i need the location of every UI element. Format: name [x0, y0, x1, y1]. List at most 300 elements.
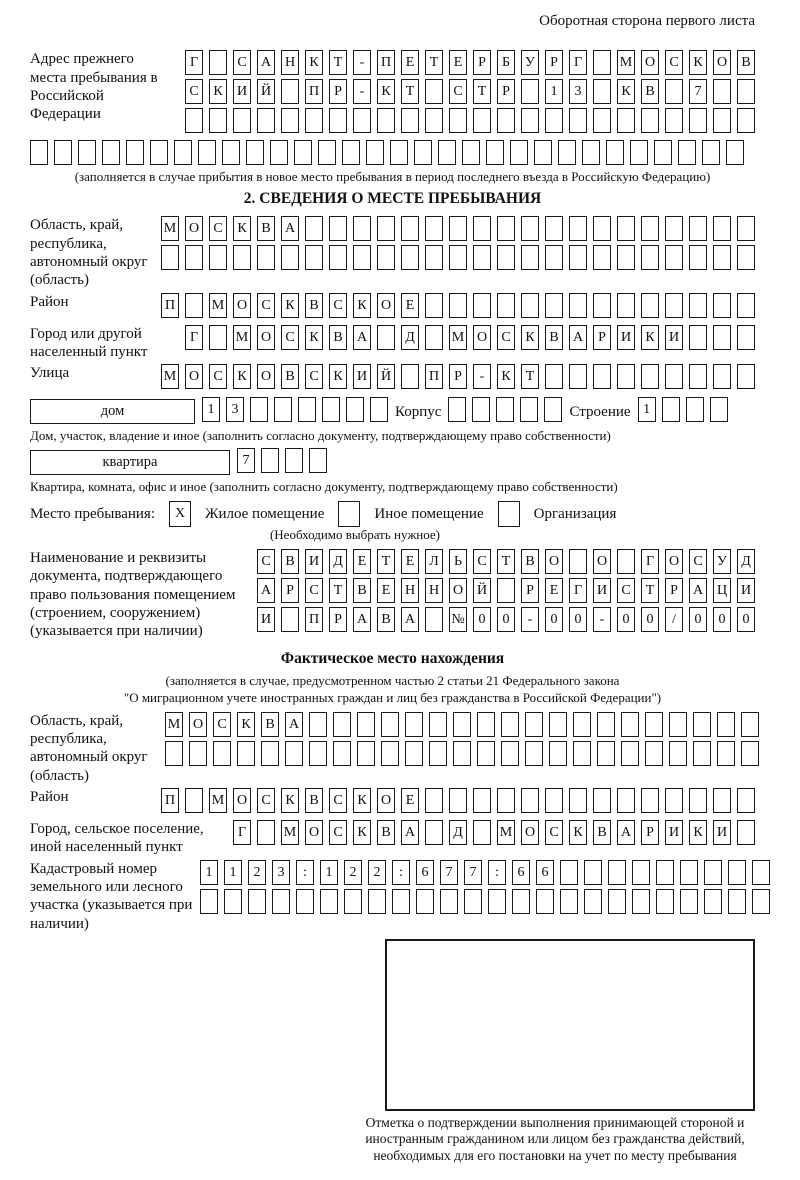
char-cell[interactable]: С — [473, 549, 491, 574]
char-cell[interactable]: П — [305, 607, 323, 632]
char-cell[interactable] — [274, 397, 292, 422]
stay-type-checkbox-other[interactable] — [338, 501, 360, 527]
char-cell[interactable] — [165, 741, 183, 766]
char-cell[interactable]: И — [617, 325, 635, 350]
char-cell[interactable]: У — [521, 50, 539, 75]
char-cell[interactable] — [401, 108, 419, 133]
char-cell[interactable] — [704, 889, 722, 914]
char-cell[interactable]: Т — [473, 79, 491, 104]
char-cell[interactable] — [641, 364, 659, 389]
char-cell[interactable] — [78, 140, 96, 165]
char-cell[interactable]: Е — [401, 50, 419, 75]
char-cell[interactable] — [737, 325, 755, 350]
char-cell[interactable] — [669, 712, 687, 737]
char-cell[interactable] — [257, 245, 275, 270]
char-cell[interactable] — [669, 741, 687, 766]
char-cell[interactable]: А — [401, 607, 419, 632]
char-cell[interactable] — [713, 293, 731, 318]
char-cell[interactable] — [569, 788, 587, 813]
char-cell[interactable]: С — [209, 364, 227, 389]
char-cell[interactable] — [545, 293, 563, 318]
char-cell[interactable] — [656, 860, 674, 885]
char-cell[interactable]: 6 — [416, 860, 434, 885]
char-cell[interactable]: О — [593, 549, 611, 574]
char-cell[interactable] — [521, 216, 539, 241]
char-cell[interactable] — [185, 245, 203, 270]
char-cell[interactable] — [381, 712, 399, 737]
char-cell[interactable] — [405, 712, 423, 737]
char-cell[interactable] — [573, 712, 591, 737]
char-cell[interactable]: Р — [665, 578, 683, 603]
char-cell[interactable] — [477, 741, 495, 766]
char-cell[interactable]: 2 — [248, 860, 266, 885]
char-cell[interactable]: О — [305, 820, 323, 845]
char-cell[interactable]: М — [161, 364, 179, 389]
char-cell[interactable]: В — [377, 820, 395, 845]
char-cell[interactable]: : — [488, 860, 506, 885]
char-cell[interactable] — [497, 788, 515, 813]
char-cell[interactable] — [248, 889, 266, 914]
char-cell[interactable]: С — [329, 293, 347, 318]
char-cell[interactable]: К — [569, 820, 587, 845]
char-cell[interactable]: 0 — [569, 607, 587, 632]
char-cell[interactable] — [496, 397, 514, 422]
char-cell[interactable]: А — [285, 712, 303, 737]
char-cell[interactable] — [473, 293, 491, 318]
char-cell[interactable]: Р — [281, 578, 299, 603]
char-cell[interactable]: К — [617, 79, 635, 104]
char-cell[interactable]: Е — [401, 549, 419, 574]
char-cell[interactable]: Р — [521, 578, 539, 603]
char-cell[interactable] — [617, 364, 635, 389]
char-cell[interactable]: М — [165, 712, 183, 737]
char-cell[interactable]: М — [161, 216, 179, 241]
char-cell[interactable]: К — [521, 325, 539, 350]
char-cell[interactable] — [453, 741, 471, 766]
char-cell[interactable]: С — [449, 79, 467, 104]
char-cell[interactable]: Т — [377, 549, 395, 574]
char-cell[interactable] — [641, 293, 659, 318]
char-cell[interactable] — [641, 108, 659, 133]
char-cell[interactable]: Т — [329, 578, 347, 603]
char-cell[interactable] — [298, 397, 316, 422]
char-cell[interactable] — [641, 245, 659, 270]
char-cell[interactable]: 6 — [536, 860, 554, 885]
char-cell[interactable] — [329, 216, 347, 241]
char-cell[interactable] — [632, 889, 650, 914]
char-cell[interactable] — [366, 140, 384, 165]
char-cell[interactable] — [462, 140, 480, 165]
char-cell[interactable]: А — [617, 820, 635, 845]
char-cell[interactable]: А — [353, 325, 371, 350]
char-cell[interactable] — [161, 245, 179, 270]
char-cell[interactable] — [309, 741, 327, 766]
char-cell[interactable]: О — [233, 788, 251, 813]
char-cell[interactable] — [281, 607, 299, 632]
char-cell[interactable]: И — [593, 578, 611, 603]
char-cell[interactable]: И — [713, 820, 731, 845]
char-cell[interactable] — [512, 889, 530, 914]
char-cell[interactable]: О — [233, 293, 251, 318]
char-cell[interactable]: № — [449, 607, 467, 632]
char-cell[interactable] — [665, 245, 683, 270]
char-cell[interactable] — [453, 712, 471, 737]
char-cell[interactable] — [510, 140, 528, 165]
char-cell[interactable] — [641, 216, 659, 241]
char-cell[interactable] — [377, 325, 395, 350]
char-cell[interactable] — [497, 578, 515, 603]
char-cell[interactable] — [237, 741, 255, 766]
char-cell[interactable] — [737, 79, 755, 104]
char-cell[interactable]: Д — [401, 325, 419, 350]
char-cell[interactable] — [645, 741, 663, 766]
char-cell[interactable]: Е — [401, 788, 419, 813]
char-cell[interactable]: В — [329, 325, 347, 350]
char-cell[interactable] — [353, 245, 371, 270]
char-cell[interactable]: С — [281, 325, 299, 350]
char-cell[interactable]: Г — [569, 578, 587, 603]
char-cell[interactable]: Ц — [713, 578, 731, 603]
char-cell[interactable] — [737, 245, 755, 270]
char-cell[interactable]: П — [161, 293, 179, 318]
char-cell[interactable]: Н — [425, 578, 443, 603]
char-cell[interactable]: 0 — [689, 607, 707, 632]
char-cell[interactable] — [689, 364, 707, 389]
char-cell[interactable] — [521, 79, 539, 104]
char-cell[interactable] — [630, 140, 648, 165]
char-cell[interactable] — [549, 712, 567, 737]
char-cell[interactable] — [662, 397, 680, 422]
char-cell[interactable]: К — [377, 79, 395, 104]
char-cell[interactable] — [281, 108, 299, 133]
char-cell[interactable]: Н — [281, 50, 299, 75]
char-cell[interactable] — [713, 364, 731, 389]
char-cell[interactable]: - — [473, 364, 491, 389]
char-cell[interactable] — [597, 712, 615, 737]
char-cell[interactable]: К — [233, 364, 251, 389]
char-cell[interactable] — [569, 549, 587, 574]
char-cell[interactable]: 3 — [226, 397, 244, 422]
char-cell[interactable] — [209, 325, 227, 350]
char-cell[interactable] — [353, 108, 371, 133]
char-cell[interactable] — [737, 820, 755, 845]
char-cell[interactable] — [737, 108, 755, 133]
char-cell[interactable] — [617, 549, 635, 574]
char-cell[interactable] — [353, 216, 371, 241]
char-cell[interactable] — [281, 79, 299, 104]
char-cell[interactable] — [270, 140, 288, 165]
char-cell[interactable] — [728, 860, 746, 885]
char-cell[interactable] — [440, 889, 458, 914]
char-cell[interactable] — [425, 79, 443, 104]
char-cell[interactable] — [593, 364, 611, 389]
char-cell[interactable] — [381, 741, 399, 766]
char-cell[interactable] — [689, 293, 707, 318]
char-cell[interactable] — [477, 712, 495, 737]
char-cell[interactable]: В — [641, 79, 659, 104]
char-cell[interactable]: М — [209, 788, 227, 813]
char-cell[interactable]: Д — [737, 549, 755, 574]
char-cell[interactable]: С — [329, 788, 347, 813]
char-cell[interactable] — [737, 293, 755, 318]
char-cell[interactable] — [497, 108, 515, 133]
char-cell[interactable] — [693, 712, 711, 737]
char-cell[interactable]: И — [665, 820, 683, 845]
char-cell[interactable] — [425, 607, 443, 632]
char-cell[interactable]: К — [353, 788, 371, 813]
char-cell[interactable] — [569, 216, 587, 241]
char-cell[interactable]: У — [713, 549, 731, 574]
char-cell[interactable] — [501, 741, 519, 766]
char-cell[interactable] — [449, 293, 467, 318]
char-cell[interactable]: К — [497, 364, 515, 389]
char-cell[interactable]: Ь — [449, 549, 467, 574]
char-cell[interactable] — [569, 364, 587, 389]
char-cell[interactable]: 1 — [224, 860, 242, 885]
char-cell[interactable]: П — [305, 79, 323, 104]
char-cell[interactable] — [497, 245, 515, 270]
char-cell[interactable] — [488, 889, 506, 914]
char-cell[interactable]: С — [209, 216, 227, 241]
char-cell[interactable]: С — [185, 79, 203, 104]
char-cell[interactable]: В — [305, 293, 323, 318]
char-cell[interactable] — [665, 364, 683, 389]
char-cell[interactable]: М — [449, 325, 467, 350]
char-cell[interactable] — [449, 216, 467, 241]
char-cell[interactable] — [224, 889, 242, 914]
char-cell[interactable] — [473, 216, 491, 241]
char-cell[interactable]: Т — [641, 578, 659, 603]
char-cell[interactable]: 7 — [689, 79, 707, 104]
char-cell[interactable] — [632, 860, 650, 885]
char-cell[interactable]: К — [209, 79, 227, 104]
char-cell[interactable] — [665, 108, 683, 133]
char-cell[interactable]: М — [497, 820, 515, 845]
char-cell[interactable] — [608, 860, 626, 885]
char-cell[interactable] — [322, 397, 340, 422]
char-cell[interactable]: А — [689, 578, 707, 603]
char-cell[interactable]: П — [377, 50, 395, 75]
char-cell[interactable]: 0 — [545, 607, 563, 632]
stay-type-checkbox-organization[interactable] — [498, 501, 520, 527]
char-cell[interactable] — [209, 108, 227, 133]
char-cell[interactable]: Т — [425, 50, 443, 75]
char-cell[interactable] — [150, 140, 168, 165]
char-cell[interactable] — [357, 712, 375, 737]
char-cell[interactable]: Б — [497, 50, 515, 75]
char-cell[interactable] — [545, 245, 563, 270]
char-cell[interactable] — [584, 889, 602, 914]
char-cell[interactable] — [346, 397, 364, 422]
char-cell[interactable] — [689, 216, 707, 241]
char-cell[interactable]: М — [233, 325, 251, 350]
char-cell[interactable]: Г — [569, 50, 587, 75]
char-cell[interactable] — [713, 216, 731, 241]
char-cell[interactable]: Т — [497, 549, 515, 574]
char-cell[interactable] — [233, 108, 251, 133]
char-cell[interactable] — [621, 741, 639, 766]
char-cell[interactable]: С — [329, 820, 347, 845]
char-cell[interactable]: Е — [353, 549, 371, 574]
char-cell[interactable] — [654, 140, 672, 165]
char-cell[interactable] — [464, 889, 482, 914]
char-cell[interactable] — [329, 108, 347, 133]
char-cell[interactable] — [392, 889, 410, 914]
char-cell[interactable]: В — [281, 364, 299, 389]
char-cell[interactable] — [702, 140, 720, 165]
char-cell[interactable] — [425, 820, 443, 845]
char-cell[interactable]: 6 — [512, 860, 530, 885]
char-cell[interactable]: - — [521, 607, 539, 632]
char-cell[interactable]: Е — [377, 578, 395, 603]
char-cell[interactable] — [318, 140, 336, 165]
char-cell[interactable]: Н — [401, 578, 419, 603]
char-cell[interactable]: 2 — [344, 860, 362, 885]
char-cell[interactable]: Т — [521, 364, 539, 389]
char-cell[interactable] — [198, 140, 216, 165]
char-cell[interactable] — [294, 140, 312, 165]
char-cell[interactable]: О — [257, 364, 275, 389]
char-cell[interactable] — [449, 788, 467, 813]
char-cell[interactable]: М — [281, 820, 299, 845]
char-cell[interactable] — [678, 140, 696, 165]
char-cell[interactable] — [305, 216, 323, 241]
char-cell[interactable]: О — [521, 820, 539, 845]
char-cell[interactable]: / — [665, 607, 683, 632]
char-cell[interactable] — [545, 364, 563, 389]
char-cell[interactable] — [584, 860, 602, 885]
char-cell[interactable]: - — [353, 50, 371, 75]
char-cell[interactable] — [473, 820, 491, 845]
char-cell[interactable]: 0 — [737, 607, 755, 632]
char-cell[interactable] — [617, 293, 635, 318]
char-cell[interactable] — [174, 140, 192, 165]
char-cell[interactable] — [209, 50, 227, 75]
char-cell[interactable]: Г — [185, 50, 203, 75]
char-cell[interactable] — [521, 245, 539, 270]
char-cell[interactable] — [560, 860, 578, 885]
char-cell[interactable] — [246, 140, 264, 165]
stay-type-checkbox-residential[interactable]: X — [169, 501, 191, 527]
char-cell[interactable] — [497, 216, 515, 241]
char-cell[interactable]: Р — [545, 50, 563, 75]
char-cell[interactable]: В — [305, 788, 323, 813]
char-cell[interactable]: 2 — [368, 860, 386, 885]
char-cell[interactable] — [309, 448, 327, 473]
char-cell[interactable]: А — [353, 607, 371, 632]
char-cell[interactable] — [449, 245, 467, 270]
char-cell[interactable] — [425, 108, 443, 133]
char-cell[interactable]: И — [233, 79, 251, 104]
char-cell[interactable] — [261, 741, 279, 766]
char-cell[interactable]: Т — [401, 79, 419, 104]
char-cell[interactable] — [693, 741, 711, 766]
char-cell[interactable] — [717, 741, 735, 766]
char-cell[interactable] — [545, 216, 563, 241]
char-cell[interactable] — [737, 788, 755, 813]
char-cell[interactable] — [569, 245, 587, 270]
char-cell[interactable] — [665, 788, 683, 813]
char-cell[interactable]: О — [473, 325, 491, 350]
char-cell[interactable] — [621, 712, 639, 737]
char-cell[interactable] — [689, 788, 707, 813]
char-cell[interactable] — [185, 788, 203, 813]
char-cell[interactable] — [257, 820, 275, 845]
char-cell[interactable] — [521, 788, 539, 813]
char-cell[interactable] — [405, 741, 423, 766]
char-cell[interactable]: О — [257, 325, 275, 350]
char-cell[interactable]: 1 — [202, 397, 220, 422]
char-cell[interactable]: П — [161, 788, 179, 813]
char-cell[interactable] — [617, 788, 635, 813]
char-cell[interactable]: Р — [473, 50, 491, 75]
char-cell[interactable]: Е — [545, 578, 563, 603]
char-cell[interactable]: И — [737, 578, 755, 603]
char-cell[interactable] — [617, 245, 635, 270]
char-cell[interactable]: 7 — [237, 448, 255, 473]
char-cell[interactable]: С — [545, 820, 563, 845]
char-cell[interactable]: Г — [641, 549, 659, 574]
char-cell[interactable]: 3 — [272, 860, 290, 885]
char-cell[interactable]: Р — [329, 607, 347, 632]
char-cell[interactable]: В — [353, 578, 371, 603]
char-cell[interactable] — [558, 140, 576, 165]
char-cell[interactable] — [680, 860, 698, 885]
char-cell[interactable]: К — [353, 820, 371, 845]
char-cell[interactable] — [261, 448, 279, 473]
char-cell[interactable]: И — [305, 549, 323, 574]
char-cell[interactable]: - — [353, 79, 371, 104]
char-cell[interactable]: Р — [497, 79, 515, 104]
char-cell[interactable]: С — [213, 712, 231, 737]
char-cell[interactable] — [414, 140, 432, 165]
char-cell[interactable]: К — [641, 325, 659, 350]
char-cell[interactable]: 1 — [545, 79, 563, 104]
char-cell[interactable] — [560, 889, 578, 914]
char-cell[interactable]: 0 — [641, 607, 659, 632]
char-cell[interactable] — [569, 108, 587, 133]
char-cell[interactable] — [126, 140, 144, 165]
char-cell[interactable] — [689, 325, 707, 350]
char-cell[interactable]: Е — [449, 50, 467, 75]
char-cell[interactable] — [645, 712, 663, 737]
char-cell[interactable] — [425, 325, 443, 350]
char-cell[interactable]: В — [545, 325, 563, 350]
char-cell[interactable] — [549, 741, 567, 766]
char-cell[interactable] — [686, 397, 704, 422]
char-cell[interactable] — [713, 788, 731, 813]
char-cell[interactable]: Р — [449, 364, 467, 389]
char-cell[interactable]: 7 — [440, 860, 458, 885]
char-cell[interactable]: В — [281, 549, 299, 574]
char-cell[interactable]: 7 — [464, 860, 482, 885]
char-cell[interactable] — [285, 448, 303, 473]
char-cell[interactable] — [689, 108, 707, 133]
char-cell[interactable]: К — [689, 50, 707, 75]
char-cell[interactable]: Д — [329, 549, 347, 574]
char-cell[interactable] — [713, 108, 731, 133]
char-cell[interactable] — [728, 889, 746, 914]
char-cell[interactable] — [342, 140, 360, 165]
char-cell[interactable] — [281, 245, 299, 270]
char-cell[interactable]: О — [713, 50, 731, 75]
char-cell[interactable]: М — [209, 293, 227, 318]
char-cell[interactable]: А — [281, 216, 299, 241]
char-cell[interactable] — [370, 397, 388, 422]
char-cell[interactable] — [741, 741, 759, 766]
char-cell[interactable]: В — [257, 216, 275, 241]
char-cell[interactable] — [525, 712, 543, 737]
